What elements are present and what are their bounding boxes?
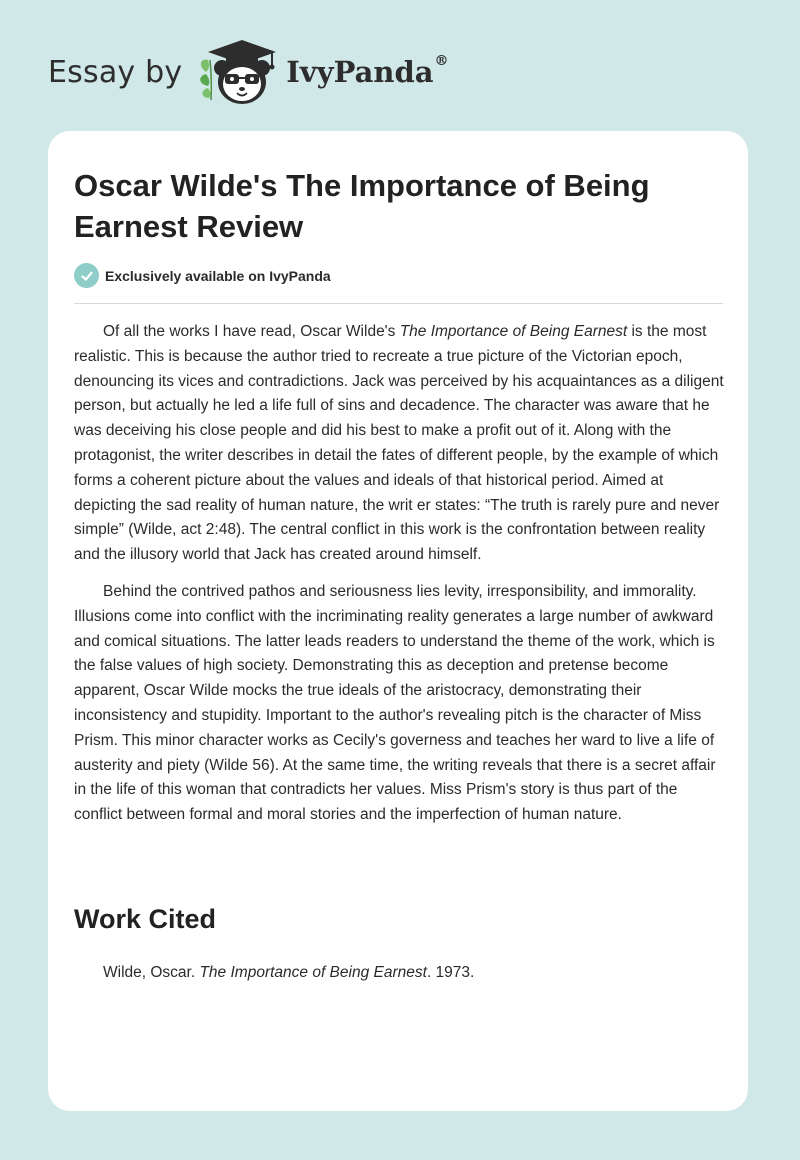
- paragraph: Behind the contrived pathos and seriousness lies levity, irresponsibility, and immorality. Illusions come into conflict with the incriminating reality generates a large number of awkward and comical situations. The latter leads readers to understand the theme of the work, which is the false values of high society. Demonstrating this as deception and pretense become apparent, Oscar Wilde mocks the true ideals of the aristocracy, demonstrating their inconsistency and stupidity. Important to the author's revealing pitch is the character of Miss Prism. This minor character works as Cecily's governess and teaches her ward to live a life of austerity and piety (Wilde 56). At the same time, the writing reveals that there is a secret affair in the life of this woman that contradicts her values. Miss Prism's story is thus part of the conflict between formal and moral stories and the imperfection of human nature.: [74, 582, 716, 824]
- registered-mark: ®: [434, 53, 449, 69]
- site-header: [48, 36, 449, 108]
- citation-title: The Importance of Being Earnest: [199, 964, 427, 981]
- essay-card: [48, 131, 748, 1111]
- essay-body: [74, 320, 726, 840]
- page-title: Oscar Wilde's The Importance of Being Earnest Review: [74, 168, 650, 244]
- divider: [74, 303, 723, 304]
- exclusive-badge: [74, 263, 331, 288]
- citation-entry: Wilde, Oscar. The Importance of Being Earnest. 1973.: [103, 964, 475, 981]
- exclusive-badge-label: Exclusively available on IvyPanda: [105, 267, 331, 284]
- brand-name: IvyPanda®: [286, 53, 449, 89]
- paragraph: Of all the works I have read, Oscar Wilde's The Importance of Being Earnest is the most realistic. This is because the author tried to recreate a true picture of the Victorian epoch, denouncing its vices and contradictions. Jack was perceived by his acquaintances as a diligent person, but actually he led a life full of sins and decadence. The character was aware that he was deceiving his close people and did his best to make a profit out of it. Along with the protagonist, the writer describes in detail the fates of different people, by the example of which forms a coherent picture about the values and ideals of that historical period. Aimed at depicting the sad reality of human nature, the writ er states: “The truth is rarely pure and never simple” (Wilde, act 2:48). The central conflict in this work is the confrontation between reality and the illusory world that Jack has created around himself.: [74, 323, 724, 564]
- check-icon: [74, 263, 99, 288]
- essay-by-label: Essay by: [48, 54, 183, 90]
- panda-graduation-cap-icon: [196, 36, 282, 108]
- work-title-italic: The Importance of Being Earnest: [399, 323, 628, 340]
- works-cited-heading: Work Cited: [74, 904, 217, 934]
